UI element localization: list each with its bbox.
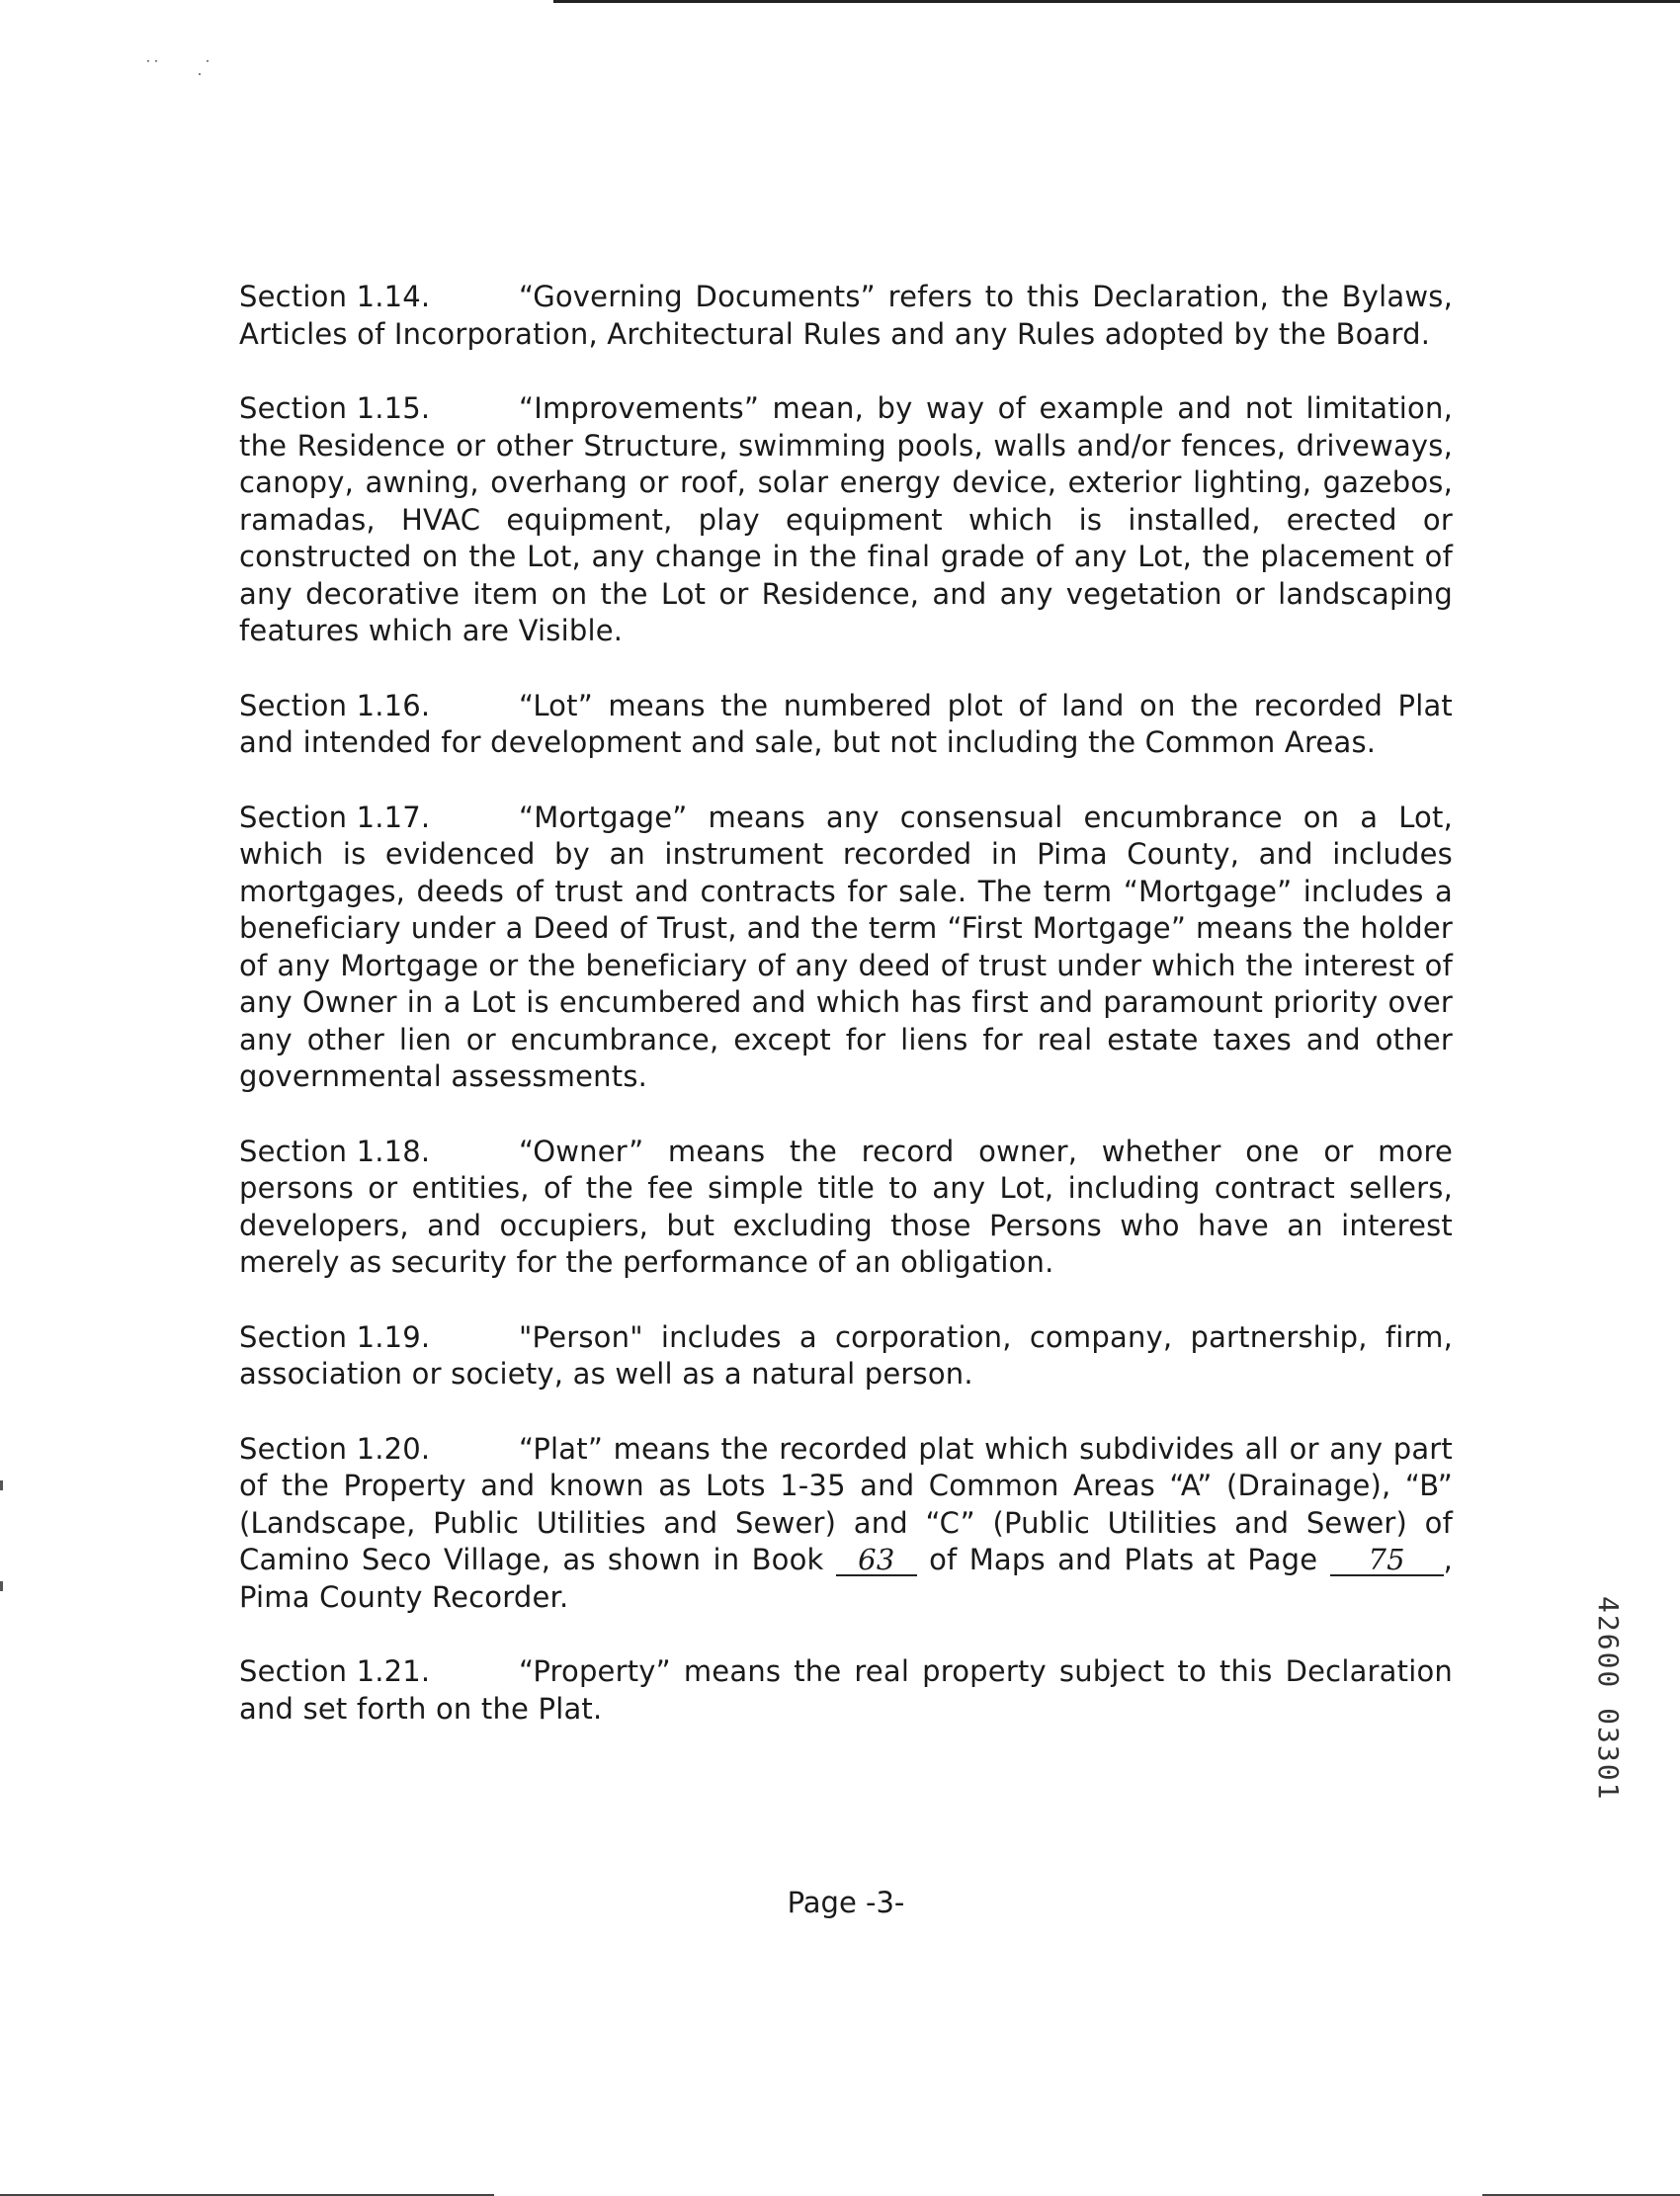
section-1-14 xyxy=(239,279,1453,353)
document-body xyxy=(239,279,1453,1765)
recording-stamp: 42600 03301 xyxy=(1592,1596,1625,1802)
section-text: , Pima County Recorder. xyxy=(239,1543,1454,1614)
section-1-18 xyxy=(239,1134,1453,1282)
section-label: Section 1.14. xyxy=(239,280,431,313)
section-text: “Plat” means the recorded plat which subdivides all or any part of the Property and known as Lots 1-35 and Common Areas “A” (Drainage), “B” (Landscape, Public Utilities and Sewer) and “C” (Public Utilities and Sewer) of Camino Seco Village, as shown in Book xyxy=(239,1431,1453,1576)
section-label: Section 1.18. xyxy=(239,1134,431,1168)
section-label: Section 1.15. xyxy=(239,391,431,425)
section-label: Section 1.21. xyxy=(239,1654,431,1688)
section-text: “Owner” means the record owner, whether one or more persons or entities, of the fee simple title to any Lot, including contract sellers, developers, and occupiers, but excluding those Persons who have an interest merely as security for the performance of an obligation. xyxy=(239,1134,1453,1279)
section-text: “Governing Documents” refers to this Declaration, the Bylaws, Articles of Incorporation, Architectural Rules and any Rules adopted by the Board. xyxy=(239,280,1453,351)
section-label: Section 1.17. xyxy=(239,800,431,834)
section-1-16 xyxy=(239,688,1453,762)
section-text: “Property” means the real property subject to this Declaration and set forth on the Plat. xyxy=(239,1654,1453,1726)
section-text: “Lot” means the numbered plot of land on the recorded Plat and intended for development and sale, but not including the Common Areas. xyxy=(239,688,1453,759)
section-label: Section 1.19. xyxy=(239,1319,431,1354)
section-label: Section 1.16. xyxy=(239,688,431,722)
scan-edge-mark xyxy=(0,1480,3,1490)
top-border-line xyxy=(553,0,1680,3)
page-number: Page -3- xyxy=(787,1886,905,1919)
section-label: Section 1.20. xyxy=(239,1431,431,1466)
section-1-17 xyxy=(239,800,1453,1096)
section-text: “Improvements” mean, by way of example and not limitation, the Residence or other Structure, swimming pools, walls and/or fences, driveways, canopy, awning, overhang or roof, solar energy device, exterior lighting, gazebos, ramadas, HVAC equipment, play equipment which is installed, erected or constructed on the Lot, any change in the final grade of any Lot, the placement of any decorative item on the Lot or Residence, and any vegetation or landscaping features which are Visible. xyxy=(239,391,1453,647)
section-1-21 xyxy=(239,1653,1453,1728)
section-text: "Person" includes a corporation, company, partnership, firm, association or society, as well as a natural person. xyxy=(239,1319,1453,1391)
section-1-20 xyxy=(239,1431,1453,1617)
scan-speck: ̣˙ xyxy=(204,57,211,76)
handwritten-page-number: 75 xyxy=(1330,1545,1444,1576)
section-1-19 xyxy=(239,1319,1453,1394)
handwritten-book-number: 63 xyxy=(836,1545,917,1576)
section-1-15 xyxy=(239,390,1453,650)
section-text: “Mortgage” means any consensual encumbrance on a Lot, which is evidenced by an instrument recorded in Pima County, and includes mortgages, deeds of trust and contracts for sale. The term “Mortgage” includes a beneficiary under a Deed of Trust, and the term “First Mortgage” means the holder of any Mortgage or the beneficiary of any deed of trust under which the interest of any Owner in a Lot is encumbered and which has first and paramount priority over any other lien or encumbrance, except for liens for real estate taxes and other governmental assessments. xyxy=(239,800,1453,1093)
scan-edge-mark xyxy=(0,1581,3,1591)
scan-speck: ˙˙ xyxy=(144,57,160,76)
section-text: of Maps and Plats at Page xyxy=(929,1543,1318,1576)
